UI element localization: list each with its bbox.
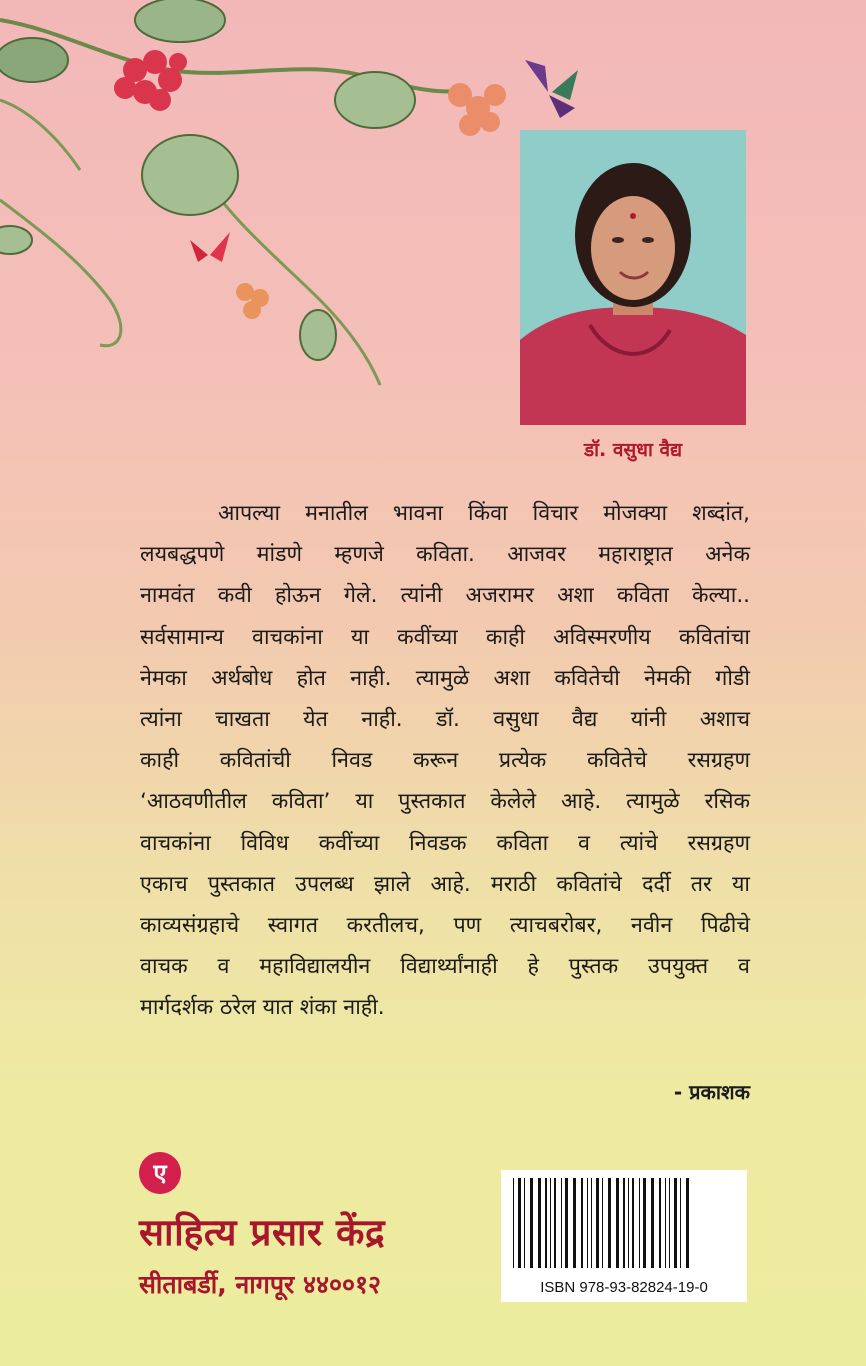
barcode-bar xyxy=(581,1178,583,1268)
barcode-bar xyxy=(591,1178,592,1268)
barcode-bar xyxy=(651,1178,654,1268)
blurb-line: नेमका अर्थबोध होत नाही. त्यामुळे अशा कवितेची नेमकी गोडी xyxy=(140,665,750,691)
barcode-bar xyxy=(565,1178,568,1268)
leaf-4 xyxy=(335,72,415,128)
butterfly-purple xyxy=(525,60,578,118)
barcode-bar xyxy=(538,1178,541,1268)
author-portrait xyxy=(520,130,746,425)
blurb-line: काही कवितांची निवड करून प्रत्येक कवितेचे रसग्रहण xyxy=(140,748,750,774)
barcode-bar xyxy=(513,1178,514,1268)
blurb-line: त्यांना चाखता येत नाही. डॉ. वसुधा वैद्य यांनी अशाच xyxy=(140,707,750,733)
blurb-line: मार्गदर्शक ठरेल यात शंका नाही. xyxy=(140,995,385,1021)
publisher-name: साहित्य प्रसार केंद्र xyxy=(139,1211,386,1254)
barcode xyxy=(501,1170,747,1302)
barcode-bar xyxy=(550,1178,551,1268)
barcode-bar xyxy=(561,1178,562,1268)
author-caption: डॉ. वसुधा वैद्य xyxy=(583,439,683,461)
barcode-bar xyxy=(545,1178,547,1268)
butterfly-red xyxy=(190,232,230,262)
barcode-bar xyxy=(608,1178,611,1268)
barcode-bar xyxy=(530,1178,533,1268)
barcode-bar xyxy=(674,1178,677,1268)
barcode-bar xyxy=(686,1178,689,1268)
barcode-bar xyxy=(554,1178,556,1268)
publisher-signature: - प्रकाशक xyxy=(673,1080,750,1104)
barcode-bar xyxy=(643,1178,646,1268)
leaf-6 xyxy=(0,226,32,254)
barcode-bar xyxy=(573,1178,576,1268)
barcode-bar xyxy=(524,1178,525,1268)
publisher-logo-icon: ए xyxy=(139,1152,181,1194)
barcode-bar xyxy=(669,1178,670,1268)
blurb-line: नामवंत कवी होऊन गेले. त्यांनी अजरामर अशा कविता केल्या.. xyxy=(140,583,750,609)
blurb-line: एकाच पुस्तकात उपलब्ध झाले आहे. मराठी कवितांचे दर्दी तर या xyxy=(140,871,750,897)
barcode-bar xyxy=(587,1178,588,1268)
barcode-bar xyxy=(665,1178,666,1268)
barcode-bar xyxy=(518,1178,521,1268)
barcode-bar xyxy=(616,1178,619,1268)
barcode-bar xyxy=(628,1178,629,1268)
blurb-line: वाचक व महाविद्यालयीन विद्यार्थ्यांनाही हे पुस्तक उपयुक्त व xyxy=(140,954,750,980)
barcode-bar xyxy=(680,1178,681,1268)
blurb-line: आपल्या मनातील भावना किंवा विचार मोजक्या शब्दांत, xyxy=(218,501,750,526)
leaf-5 xyxy=(300,310,336,360)
blurb-line: वाचकांना विविध कवींच्या निवडक कविता व त्यांचे रसग्रहण xyxy=(140,830,750,856)
isbn-label: ISBN 978-93-82824-19-0 xyxy=(540,1279,708,1296)
blurb-line: काव्यसंग्रहाचे स्वागत करतीलच, पण त्याचबरोबर, नवीन पिढीचे xyxy=(140,913,750,939)
blurb-line: सर्वसामान्य वाचकांना या कवींच्या काही अविस्मरणीय कवितांचा xyxy=(140,624,750,650)
barcode-bar xyxy=(623,1178,625,1268)
leaf-1 xyxy=(0,38,68,82)
blurb-line: ‘आठवणीतील कविता’ या पुस्तकात केलेले आहे. त्यामुळे रसिक xyxy=(140,789,750,815)
barcode-bar xyxy=(632,1178,634,1268)
publisher-address: सीताबर्डी, नागपूर ४४००१२ xyxy=(139,1270,381,1299)
barcode-bar xyxy=(602,1178,603,1268)
leaf-3 xyxy=(142,135,238,215)
leaf-2 xyxy=(135,0,225,42)
blurb-text xyxy=(140,493,750,1029)
barcode-bar xyxy=(639,1178,640,1268)
barcode-bar xyxy=(659,1178,661,1268)
blurb-line: लयबद्धपणे मांडणे म्हणजे कविता. आजवर महाराष्ट्रात अनेक xyxy=(140,542,750,568)
barcode-bar xyxy=(596,1178,599,1268)
barcode-bars xyxy=(501,1170,747,1275)
author-photo xyxy=(520,130,746,425)
berry-orange xyxy=(448,83,506,136)
berry-small xyxy=(236,283,269,319)
